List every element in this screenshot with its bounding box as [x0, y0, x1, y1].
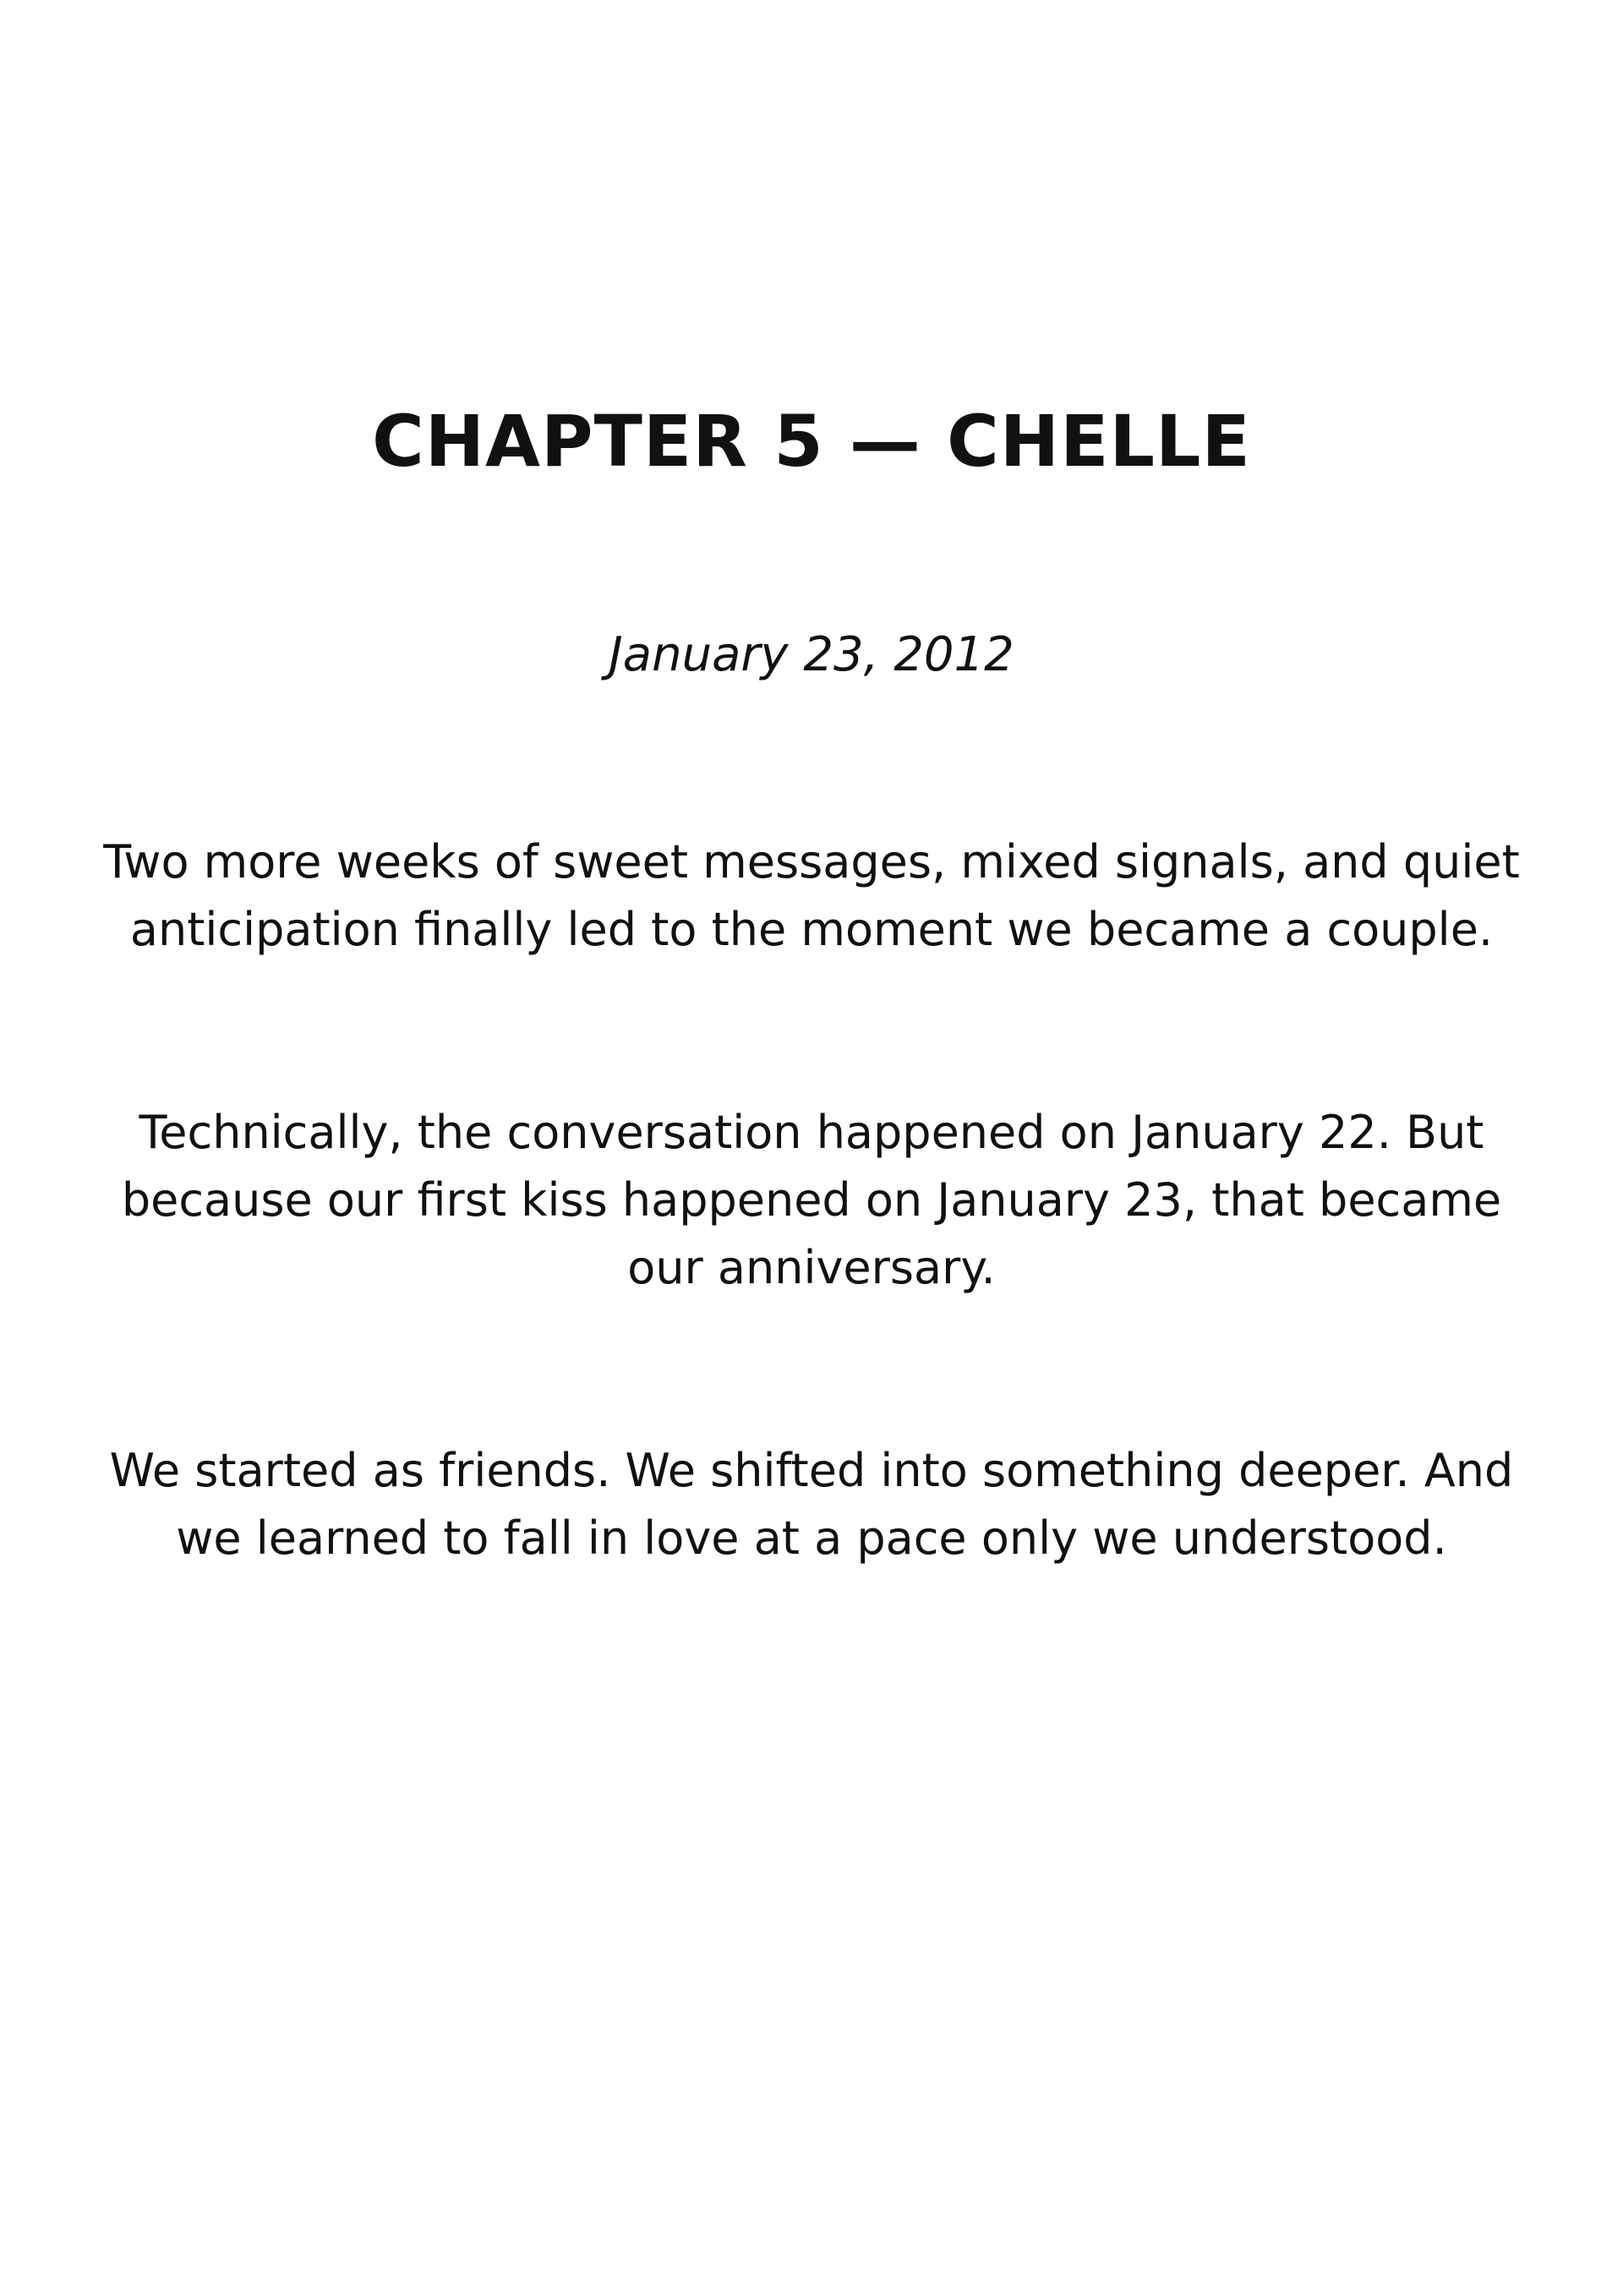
paragraph-3: We started as friends. We shifted into something deeper. And we learned to fall in love at a pace only we understood.	[109, 1444, 1514, 1565]
paragraph-1: Two more weeks of sweet messages, mixed signals, and quiet anticipation finally led to the moment we became a couple.	[103, 835, 1520, 956]
paragraph-2: Technically, the conversation happened on January 22. But because our first kiss happened on January 23, that became our anniversary.	[121, 1106, 1502, 1294]
chapter-title: CHAPTER 5 — CHELLE	[372, 400, 1251, 483]
chapter-date: January 23, 2012	[609, 627, 1014, 682]
